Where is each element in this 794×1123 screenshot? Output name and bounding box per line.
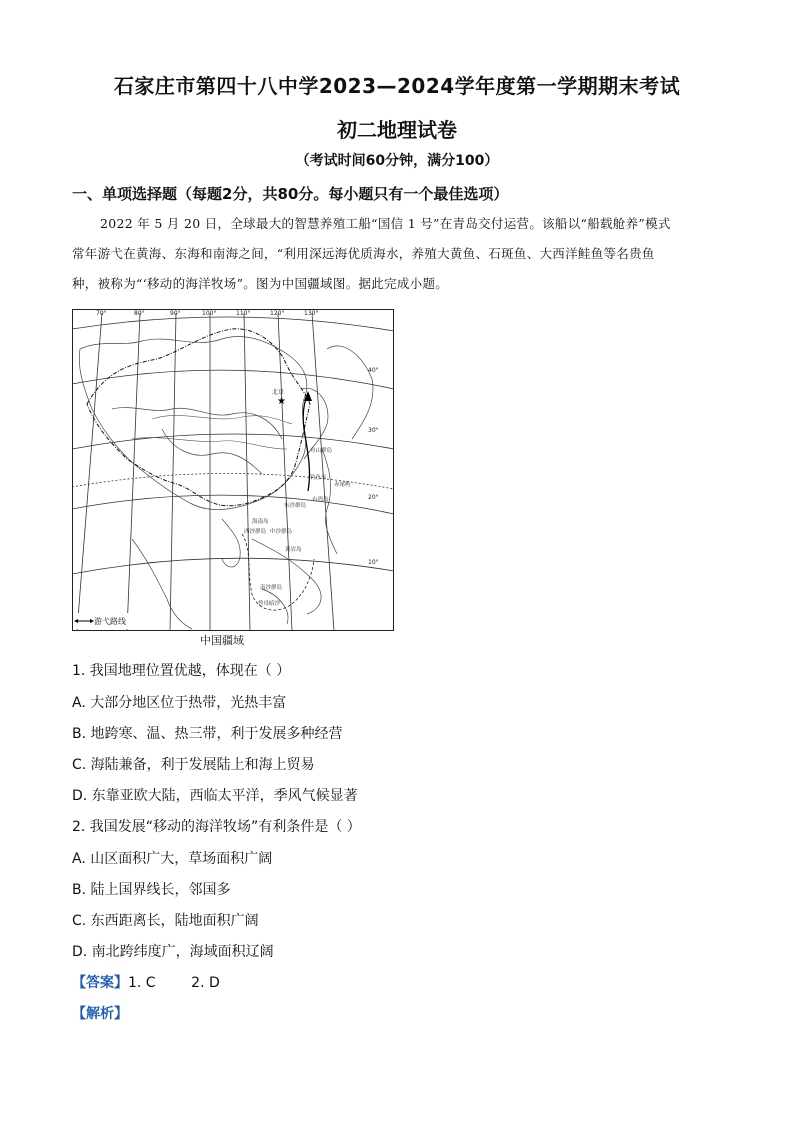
place-zhongsha: 中沙群岛 xyxy=(270,529,293,535)
place-dongsha: 东沙群岛 xyxy=(284,503,307,509)
lat-label: 40° xyxy=(368,367,379,374)
map-caption: 中国疆域 xyxy=(200,634,244,647)
question-1-stem: 1. 我国地理位置优越，体现在（ ） xyxy=(72,663,291,679)
intro-line-2: 常年游弋在黄海、东海和南海之间，“利用深远海优质海水，养殖大黄鱼、石斑鱼、大西洋鲑鱼等名贵鱼 xyxy=(72,246,655,261)
place-beijing: 北京 xyxy=(272,389,285,396)
lon-label: 120° xyxy=(270,310,285,317)
question-2-option-b: B. 陆上国界线长，邻国多 xyxy=(72,882,231,898)
lon-label: 110° xyxy=(236,310,251,317)
place-hainan: 海南岛 xyxy=(252,519,269,525)
china-territory-map xyxy=(72,309,394,631)
place-huangyan: 黄岩岛 xyxy=(285,547,302,553)
question-2-option-a: A. 山区面积广大，草场面积广阔 xyxy=(72,851,273,867)
place-zhoushan: 舟山群岛 xyxy=(310,448,333,454)
question-1-option-b: B. 地跨寒、温、热三带，利于发展多种经营 xyxy=(72,726,343,742)
legend-label: 游弋路线 xyxy=(94,617,126,626)
answer-label: 【答案】 xyxy=(72,975,128,991)
lon-label: 90° xyxy=(170,310,181,317)
lon-label: 70° xyxy=(96,310,107,317)
intro-line-1: 2022 年 5 月 20 日，全球最大的智慧养殖工船“国信 1 号”在青岛交付运营。该船以“船载舱养”模式 xyxy=(100,216,671,231)
question-2-option-d: D. 南北跨纬度广，海域面积辽阔 xyxy=(72,944,274,960)
lon-label: 100° xyxy=(202,310,217,317)
exam-title: 石家庄市第四十八中学2023—2024学年度第一学期期末考试 xyxy=(113,74,681,98)
question-1-option-c: C. 海陆兼备，利于发展陆上和海上贸易 xyxy=(72,757,315,773)
answer-text: 1. C 2. D xyxy=(128,975,220,991)
place-diaoyu: 钓鱼岛 xyxy=(310,475,327,481)
exam-info: （考试时间60分钟，满分100） xyxy=(295,153,499,169)
place-xisha: 西沙群岛 xyxy=(244,529,267,535)
place-nansha: 南沙群岛 xyxy=(260,585,283,591)
analysis-line xyxy=(72,1003,128,1023)
question-2-option-c: C. 东西距离长，陆地面积广阔 xyxy=(72,913,259,929)
answer-line xyxy=(72,972,220,992)
question-2-stem: 2. 我国发展“移动的海洋牧场”有利条件是（ ） xyxy=(72,819,361,835)
intro-line-3: 种，被称为“‘移动的海洋牧场”。图为中国疆域图。据此完成小题。 xyxy=(72,276,449,291)
lat-label: 20° xyxy=(368,494,379,501)
place-zengmu: 曾母暗沙 xyxy=(258,601,281,607)
place-chiwei: 赤尾屿 xyxy=(334,482,351,488)
question-1-option-a: A. 大部分地区位于热带，光热丰富 xyxy=(72,695,287,711)
beijing-star-icon: ★ xyxy=(277,396,286,407)
exam-subtitle: 初二地理试卷 xyxy=(337,118,457,142)
analysis-label: 【解析】 xyxy=(72,1006,128,1022)
place-taiwan: 台湾岛 xyxy=(312,497,329,503)
lon-label: 80° xyxy=(134,310,145,317)
section-title: 一、单项选择题（每题2分，共80分。每小题只有一个最佳选项） xyxy=(72,185,509,203)
lat-label: 10° xyxy=(368,559,379,566)
lon-label: 130° xyxy=(304,310,319,317)
question-1-option-d: D. 东靠亚欧大陆，西临太平洋，季风气候显著 xyxy=(72,788,358,804)
lat-label: 30° xyxy=(368,427,379,434)
